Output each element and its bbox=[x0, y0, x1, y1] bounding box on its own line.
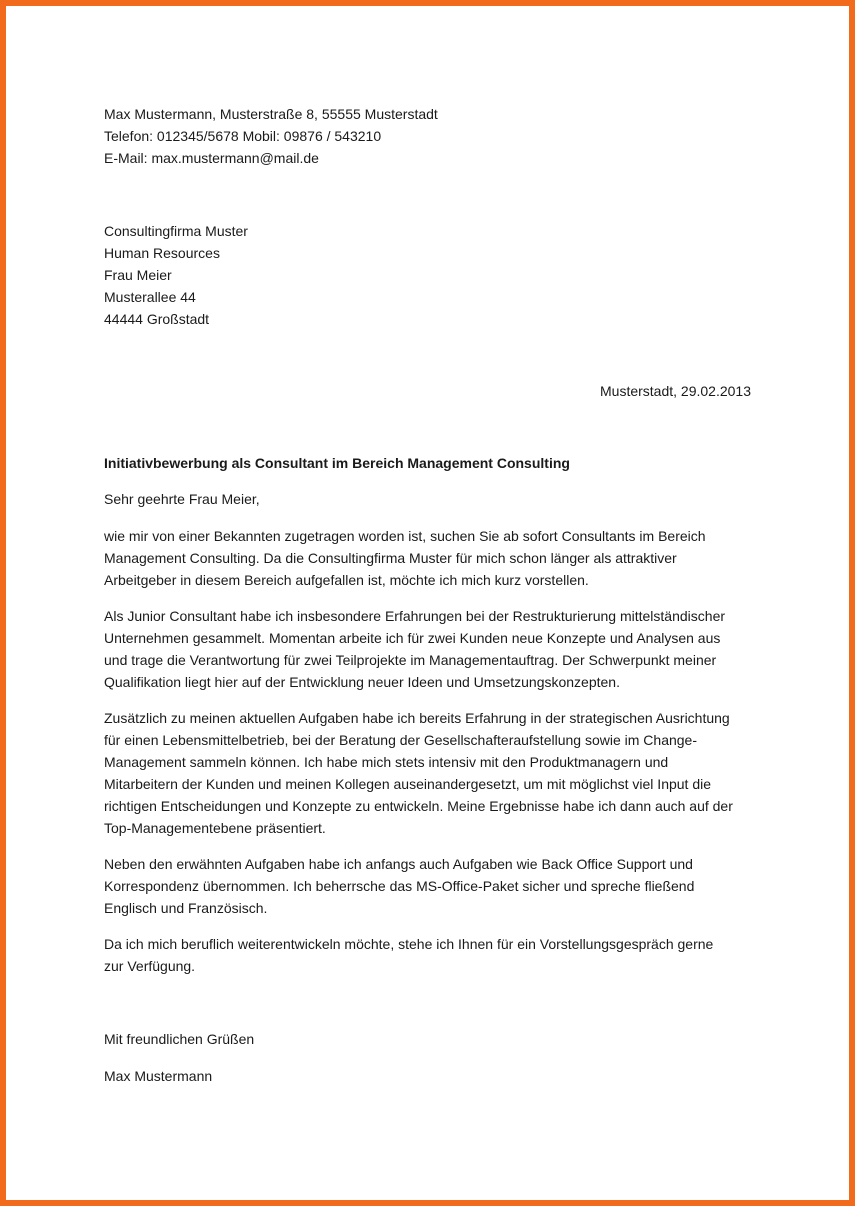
recipient-city: 44444 Großstadt bbox=[104, 311, 210, 327]
letter-date: Musterstadt, 29.02.2013 bbox=[600, 383, 751, 399]
letter-signature: Max Mustermann bbox=[104, 1068, 213, 1084]
paragraph-line: Management Consulting. Da die Consultingfirma Muster für mich schon länger als attraktiver bbox=[104, 550, 677, 566]
paragraph-line: wie mir von einer Bekannten zugetragen worden ist, suchen Sie ab sofort Consultants im Bereich bbox=[104, 528, 706, 544]
recipient-company: Consultingfirma Muster bbox=[104, 223, 248, 239]
recipient-department: Human Resources bbox=[104, 245, 220, 261]
paragraph-line: richtigen Entscheidungen und Konzepte zu entwickeln. Meine Ergebnisse habe ich dann auch auf der bbox=[104, 798, 733, 814]
sender-email: E-Mail: max.mustermann@mail.de bbox=[104, 150, 319, 166]
paragraph-line: Qualifikation liegt hier auf der Entwicklung neuer Ideen und Umsetzungskonzepten. bbox=[104, 674, 620, 690]
paragraph-line: Da ich mich beruflich weiterentwickeln möchte, stehe ich Ihnen für ein Vorstellungsgespräch gerne bbox=[104, 936, 714, 952]
paragraph-line: Unternehmen gesammelt. Momentan arbeite ich für zwei Kunden neue Konzepte und Analysen aus bbox=[104, 630, 721, 646]
letter-salutation: Sehr geehrte Frau Meier, bbox=[104, 491, 260, 507]
letter-closing: Mit freundlichen Grüßen bbox=[104, 1031, 255, 1047]
paragraph-line: Zusätzlich zu meinen aktuellen Aufgaben habe ich bereits Erfahrung in der strategischen Ausrichtung bbox=[104, 710, 730, 726]
recipient-street: Musterallee 44 bbox=[104, 289, 196, 305]
paragraph-line: Top-Managementebene präsentiert. bbox=[104, 820, 326, 836]
letter-subject: Initiativbewerbung als Consultant im Bereich Management Consulting bbox=[104, 455, 570, 471]
paragraph-line: Englisch und Französisch. bbox=[104, 900, 268, 916]
paragraph-line: und trage die Verantwortung für zwei Teilprojekte im Managementauftrag. Der Schwerpunkt meiner bbox=[104, 652, 717, 668]
recipient-person: Frau Meier bbox=[104, 267, 172, 283]
paragraph-line: Neben den erwähnten Aufgaben habe ich anfangs auch Aufgaben wie Back Office Support und bbox=[104, 856, 693, 872]
paragraph-line: Mitarbeitern der Kunden und meinen Kollegen auseinandergesetzt, um mit möglichst viel Input die bbox=[104, 776, 712, 792]
sender-phone: Telefon: 012345/5678 Mobil: 09876 / 543210 bbox=[104, 128, 382, 144]
paragraph-line: zur Verfügung. bbox=[104, 958, 196, 974]
paragraph-line: für einen Lebensmittelbetrieb, bei der Beratung der Gesellschafteraufstellung sowie im Change- bbox=[104, 732, 698, 748]
sender-name-address: Max Mustermann, Musterstraße 8, 55555 Musterstadt bbox=[104, 106, 438, 122]
paragraph-line: Als Junior Consultant habe ich insbesondere Erfahrungen bei der Restrukturierung mittelständischer bbox=[104, 608, 726, 624]
paragraph-line: Korrespondenz übernommen. Ich beherrsche das MS-Office-Paket sicher und spreche fließend bbox=[104, 878, 695, 894]
paragraph-line: Management sammeln können. Ich habe mich stets intensiv mit den Produktmanagern und bbox=[104, 754, 669, 770]
paragraph-line: Arbeitgeber in diesem Bereich aufgefallen ist, möchte ich mich kurz vorstellen. bbox=[104, 572, 589, 588]
